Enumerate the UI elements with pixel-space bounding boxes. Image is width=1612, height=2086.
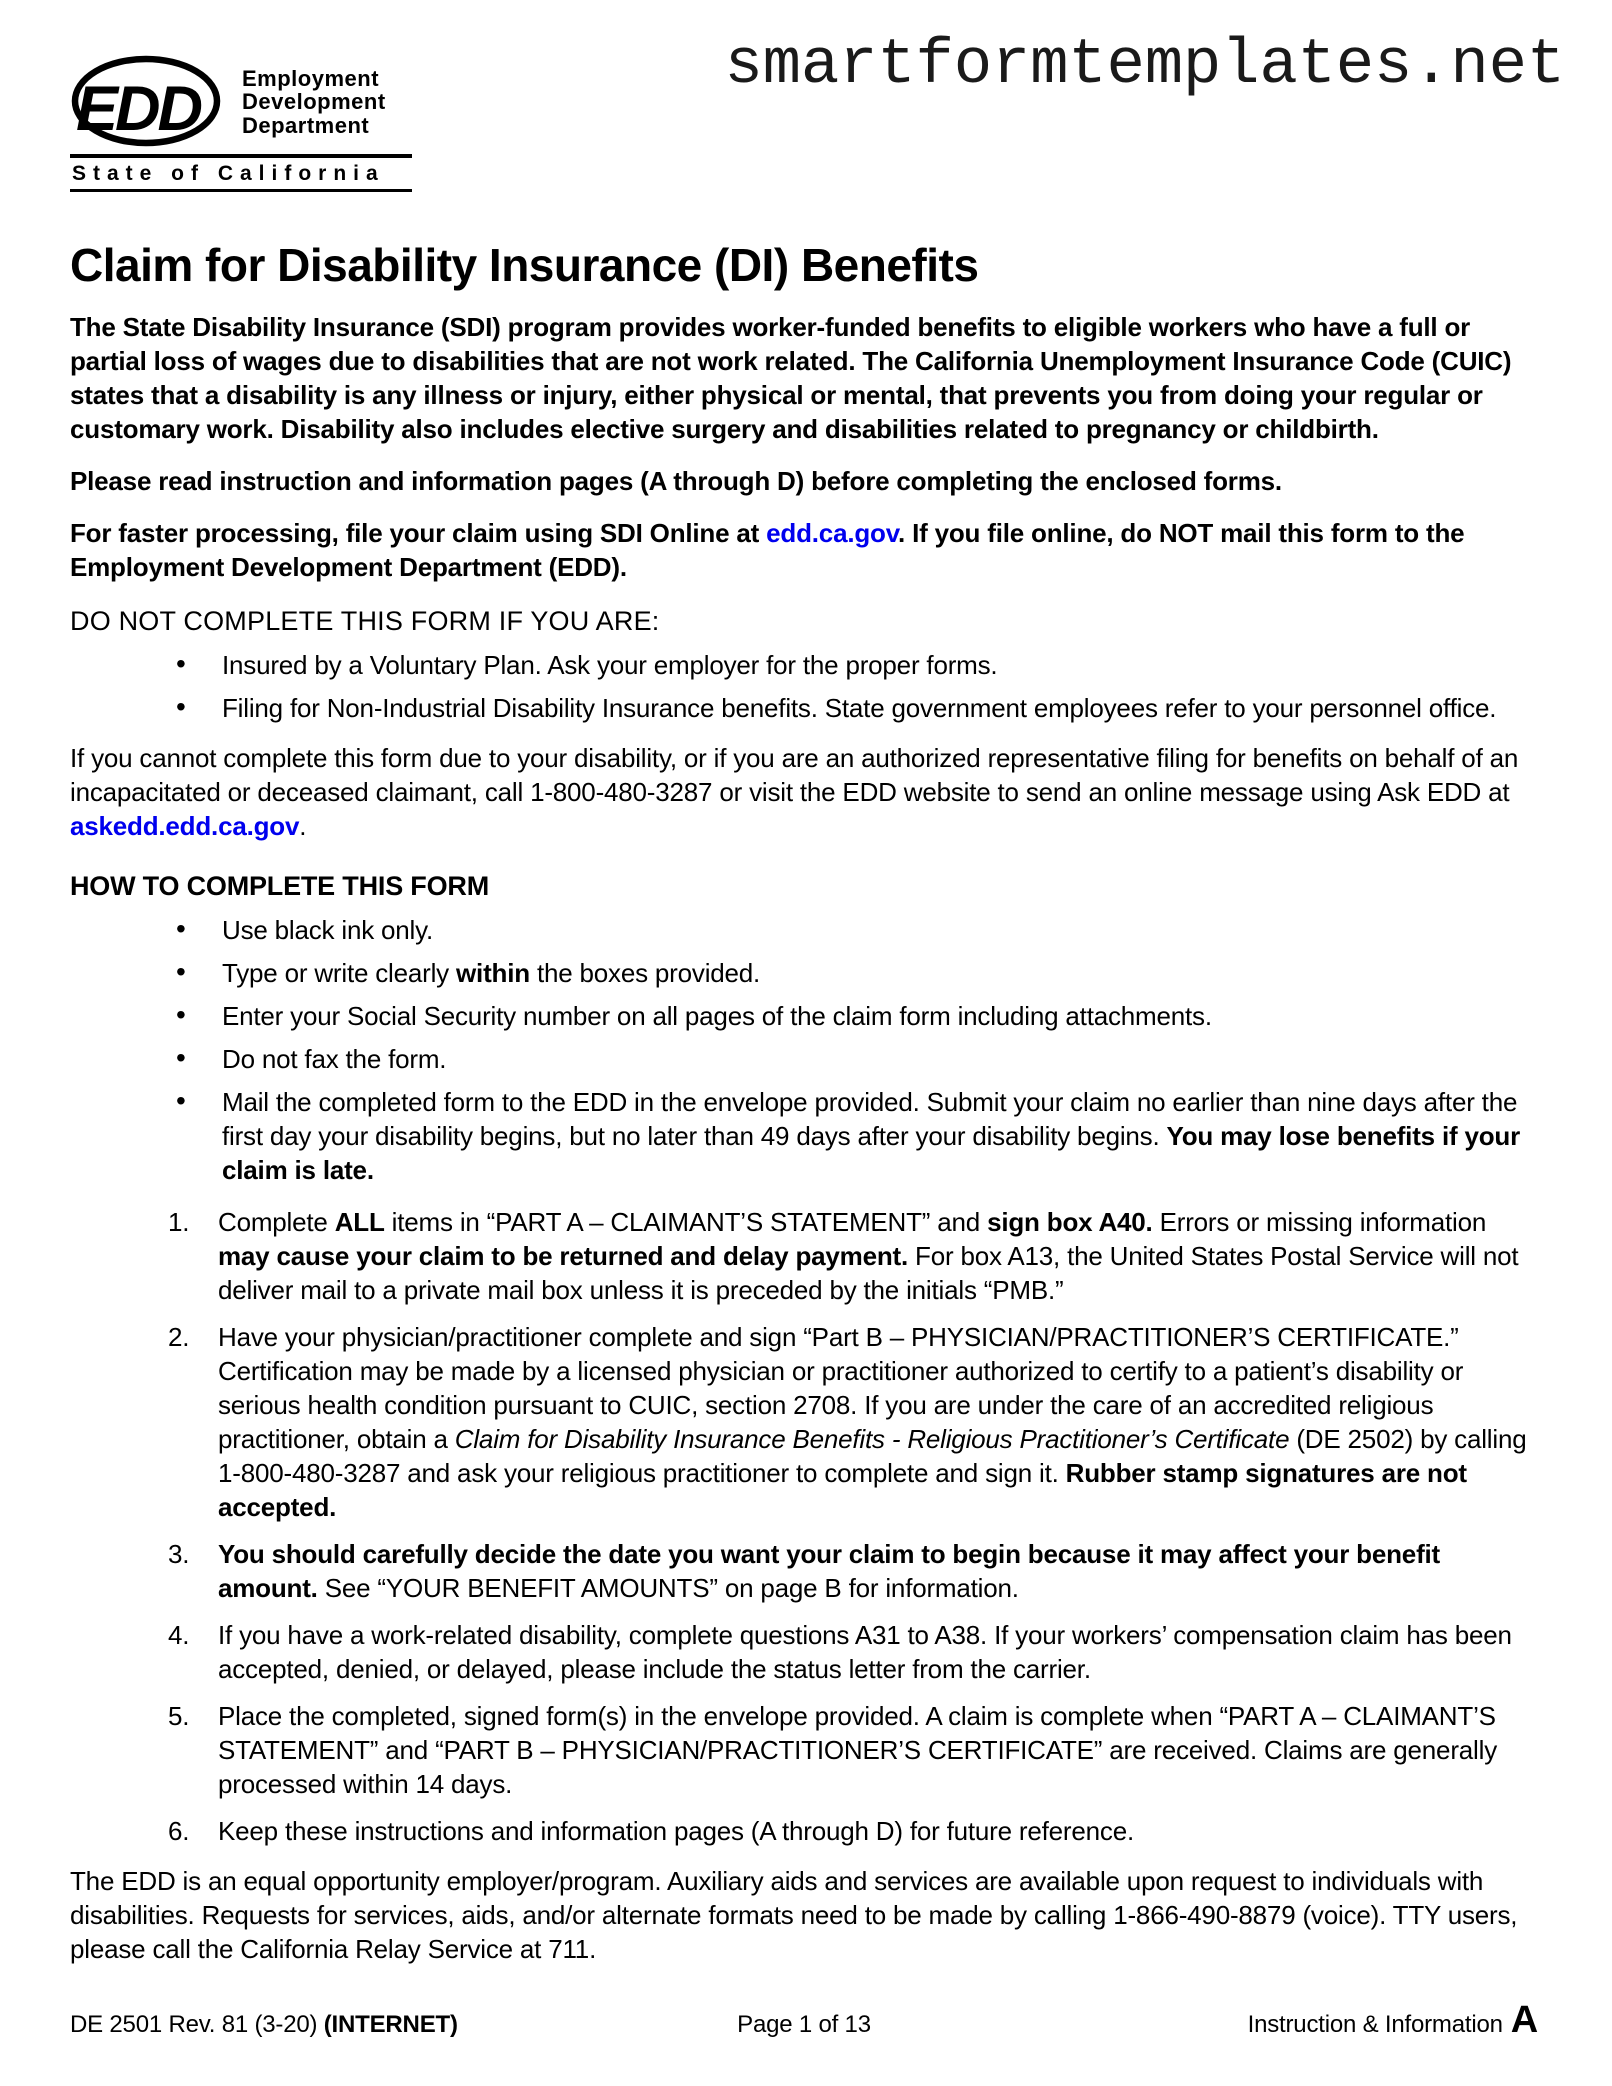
watermark-text: smartformtemplates.net xyxy=(724,30,1565,102)
edd-ca-gov-link[interactable]: edd.ca.gov xyxy=(766,518,899,548)
cannot-complete-paragraph xyxy=(70,741,1538,843)
do-not-complete-list xyxy=(70,648,1538,725)
list-item: • Use black ink only. xyxy=(70,913,1538,947)
step-text: You should carefully decide the date you want your claim to begin because it may affect your benefit amount. See “YOUR BENEFIT AMOUNTS” on page B for information. xyxy=(218,1539,1441,1603)
step-text: If you have a work-related disability, complete questions A31 to A38. If your workers’ compensation claim has been accepted, denied, or delayed, please include the status letter from the carrier. xyxy=(218,1620,1512,1684)
logo-org-line-1: Employment xyxy=(242,65,380,91)
list-item: • Mail the completed form to the EDD in the envelope provided. Submit your claim no earlier than nine days after the first day your disability begins, but no later than 49 days after your disability begins. You may lose benefits if your claim is late. xyxy=(70,1085,1538,1187)
step-item xyxy=(70,1699,1538,1801)
faster-processing-text-pre: For faster processing, file your claim using SDI Online at xyxy=(70,518,767,548)
intro-paragraph: The State Disability Insurance (SDI) program provides worker-funded benefits to eligible workers who have a full or partial loss of wages due to disabilities that are not work related. The California Unemployment Insurance Code (CUIC) states that a disability is any illness or injury, either physical or mental, that prevents you from doing your regular or customary work. Disability also includes elective surgery and disabilities related to pregnancy or childbirth. xyxy=(70,312,1512,444)
step-item xyxy=(70,1537,1538,1605)
cannot-complete-text-pre: If you cannot complete this form due to your disability, or if you are an authorized representative filing for benefits on behalf of an incapacitated or deceased claimant, call 1-800-480-3287 or visit the EDD website to send an online message using Ask EDD at xyxy=(70,743,1519,807)
step-text: Complete ALL items in “PART A – CLAIMANT’S STATEMENT” and sign box A40. Errors or missing information may cause your claim to be returned and delay payment. For box A13, the United States Postal Service will not deliver mail to a private mail box unless it is preceded by the initials “PMB.” xyxy=(218,1207,1519,1305)
page-footer xyxy=(70,1999,1538,2042)
page-number: Page 1 of 13 xyxy=(737,2011,871,2038)
step-number: 3. xyxy=(168,1539,190,1569)
instruction-steps xyxy=(70,1205,1538,1848)
equal-opportunity-paragraph: The EDD is an equal opportunity employer/program. Auxiliary aids and services are available upon request to individuals with disabilities. Requests for services, aids, and/or alternate formats need to be made by calling 1-866-490-8879 (voice). TTY users, please call the California Relay Service at 711. xyxy=(70,1866,1518,1964)
list-item: • Type or write clearly within the boxes provided. xyxy=(70,956,1538,990)
how-to-complete-list xyxy=(70,913,1538,1187)
askedd-link[interactable]: askedd.edd.ca.gov xyxy=(70,811,300,841)
edd-logo-mark-icon xyxy=(70,54,222,150)
faster-processing-text-post: . If you file online, do NOT mail this form to the Employment Development Department (EDD). xyxy=(70,518,1465,582)
step-number: 5. xyxy=(168,1701,190,1731)
list-item: • Do not fax the form. xyxy=(70,1042,1538,1076)
list-item: • Enter your Social Security number on all pages of the claim form including attachments. xyxy=(70,999,1538,1033)
svg-text:EDD: EDD xyxy=(76,74,201,144)
logo-org-line-3: Department xyxy=(242,112,370,138)
step-item xyxy=(70,1814,1538,1848)
step-text: Keep these instructions and information pages (A through D) for future reference. xyxy=(218,1816,1134,1846)
step-number: 2. xyxy=(168,1322,190,1352)
step-text: Place the completed, signed form(s) in the envelope provided. A claim is complete when “PART A – CLAIMANT’S STATEMENT” and “PART B – PHYSICIAN/PRACTITIONER’S CERTIFICATE” are received. Claims are generally processed within 14 days. xyxy=(218,1701,1497,1799)
step-number: 4. xyxy=(168,1620,190,1650)
logo-org-name xyxy=(242,67,386,138)
list-item: • Filing for Non-Industrial Disability Insurance benefits. State government employees refer to your personnel office. xyxy=(70,691,1538,725)
do-not-complete-heading: DO NOT COMPLETE THIS FORM IF YOU ARE: xyxy=(70,606,660,636)
step-number: 1. xyxy=(168,1207,190,1237)
form-number: DE 2501 Rev. 81 (3-20) (INTERNET) xyxy=(70,2011,458,2038)
page-title: Claim for Disability Insurance (DI) Benefits xyxy=(70,239,979,291)
edd-masthead xyxy=(70,0,412,192)
list-item: • Insured by a Voluntary Plan. Ask your employer for the proper forms. xyxy=(70,648,1538,682)
step-number: 6. xyxy=(168,1816,190,1846)
instruction-information-text: Instruction & Information xyxy=(1247,2011,1503,2038)
edd-logo xyxy=(70,52,412,152)
section-letter: A xyxy=(1510,1999,1538,2041)
cannot-complete-text-post: . xyxy=(299,811,307,841)
logo-org-line-2: Development xyxy=(242,89,386,115)
step-text: Have your physician/practitioner complete and sign “Part B – PHYSICIAN/PRACTITIONER’S CERTIFICATE.” Certification may be made by a licensed physician or practitioner authorized to certify to a patient’s disability or serious health condition pursuant to CUIC, section 2708. If you are under the care of an accredited religious practitioner, obtain a Claim for Disability Insurance Benefits - Religious Practitioner’s Certificate (DE 2502) by calling 1-800-480-3287 and ask your religious practitioner to complete and sign it. Rubber stamp signatures are not accepted. xyxy=(218,1322,1527,1522)
step-item xyxy=(70,1320,1538,1524)
instruction-information-label xyxy=(871,1999,1538,2042)
faster-processing-paragraph xyxy=(70,516,1538,584)
logo-divider-top xyxy=(70,154,412,158)
state-of-california-label: State of California xyxy=(72,162,385,185)
step-item xyxy=(70,1205,1538,1307)
step-item xyxy=(70,1618,1538,1686)
read-instructions-note: Please read instruction and information pages (A through D) before completing the enclosed forms. xyxy=(70,466,1282,496)
how-to-complete-heading: HOW TO COMPLETE THIS FORM xyxy=(70,871,489,901)
logo-divider-bottom xyxy=(70,189,412,192)
